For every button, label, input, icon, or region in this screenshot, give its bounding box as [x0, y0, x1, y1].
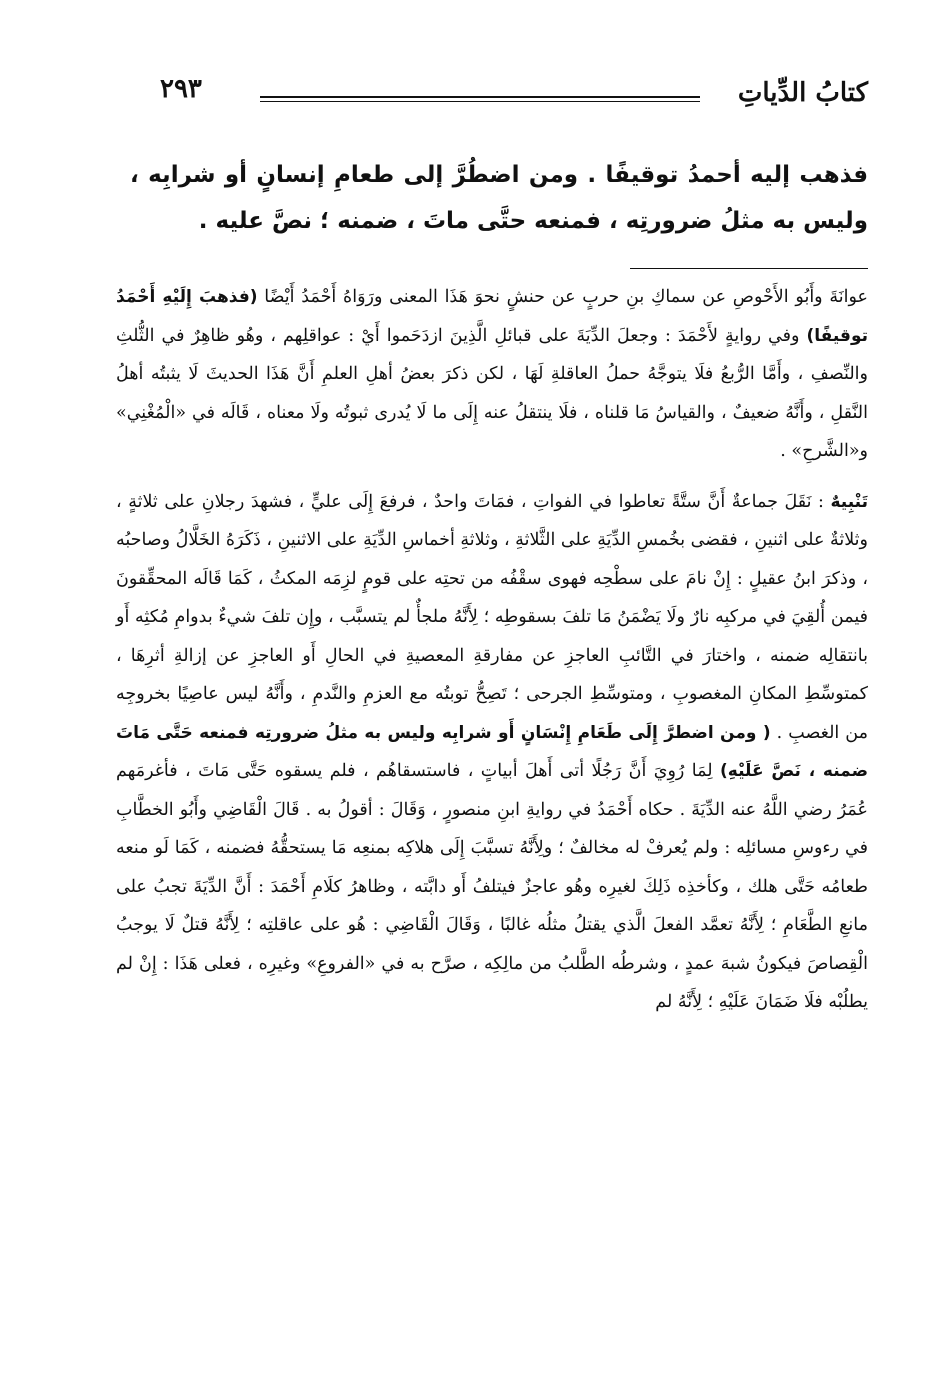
matn-text: فذهب إليه أحمدُ توقيفًا . ومن اضطُرَّ إلى طعامِ إنسانٍ أو شرابِه ، وليس به مثلُ ضرورتِه ، فمنعه حتَّى ماتَ ، ضمنه ؛ نصَّ عليه .	[130, 162, 868, 234]
sharh-paragraph	[116, 278, 868, 471]
commentary-segment: لِمَا رُوِيَ أَنَّ رَجُلًا أتى أَهلَ أبياتٍ ، فاستسقاهُم ، فلم يسقوه حَتَّى مَاتَ ، فأغرمَهم عُمَرُ رضي اللَّهُ عنه الدِّيَةَ . حكاه أَحْمَدُ في روايةِ ابنِ منصورٍ ، وَقَالَ : أقولُ به . قَالَ الْقَاضِي وأَبُو الخطَّابِ في رءوسِ مسائلِه : ولم يُعرفْ له مخالفٌ ؛ ولِأَنَّهُ تسبَّبَ إِلَى هلاكِه بمنعِه مَا يستحقُّهُ فضمنه ، كَمَا لَو منعه طعامُه حَتَّى هلك ، وكأخذِه ذَلِكَ لغيرِه وهُو عاجزٌ فيتلفُ أَو دابَّته ، وظاهرُ كلَامِ أَحْمَدَ : أَنَّ الدِّيَةَ تجبُ على مانعِ الطَّعَامِ ؛ لِأَنَّهُ تعمَّد الفعلَ الَّذي يقتلُ مثلُه غالبًا ، وَقَالَ الْقَاضِي : هُو على عاقلتِه ؛ لِأَنَّهُ قتلٌ لَا يوجبُ الْقِصاصَ فيكونُ شبهَ عمدٍ ، وشرطُه الطَّلبُ من مالِكِه ، صرَّح به في «الفروعِ» وغيرِه ، فعلى هَذَا : إِنْ لم يطلُبْه فلَا ضَمَانَ عَلَيْهِ ؛ لِأَنَّهُ لم	[116, 761, 868, 1012]
commentary-segment: : نَقَلَ جماعةٌ أَنَّ ستَّةً تعاطوا في الفواتِ ، فمَاتَ واحدٌ ، فرفعَ إِلَى عليٍّ ، فشهدَ رجلانِ على ثلاثةٍ ، وثلاثةٌ على اثنينِ ، فقضى بخُمسِ الدِّيَةِ على الثَّلاثةِ ، وثلاثةِ أخماسِ الدِّيَةِ على الاثنينِ ، ذَكَرَهُ الخَلَّالُ وصاحبُه ، وذكرَ ابنُ عقيلٍ : إِنْ نامَ على سطْحِه فهوى سقْفُه من تحتِه على قومٍ لزِمَه المكثُ ، كَمَا قَالَه المحقِّقونَ فيمن أُلقِيَ في مركبِه نارٌ ولَا يَضْمَنُ مَا تلفَ بسقوطِه ؛ لِأَنَّهُ ملجأٌ لم يتسبَّب ، وإِن تلفَ شيءٌ بدوامِ مُكثِه أَو بانتقالِه ضمنه ، واختارَ في التَّائبِ العاجزِ عن مفارقةِ المعصيةِ في الحالِ أَو العاجزِ عن إزالةِ أثرِهَا ، كمتوسِّطِ المكانِ المغصوبِ ، ومتوسِّطِ الجرحى ؛ تَصِحُّ توبتُه مع العزمِ والنَّدمِ ، وأَنَّهُ ليس عاصِيًا بخروجِه من الغصبِ .	[115, 491, 868, 743]
quoted-matn-segment: ( ومن اضطرَّ إِلَى طَعَامِ إِنْسَانٍ أَو شرابِه وليس به مثلُ ضرورتِه فمنعه حَتَّى مَاتَ ضمنه ، نَصَّ عَلَيْهِ)	[116, 722, 869, 781]
separator-rule	[630, 268, 868, 269]
header-rule	[260, 96, 700, 102]
sharh-commentary	[116, 278, 868, 1022]
page-header	[160, 66, 868, 116]
page-number: ٢٩٣	[160, 74, 202, 104]
commentary-segment: عوانَةَ وأَبُو الأَحْوصِ عن سماكِ بنِ حربٍ عن حنشٍ نحوَ هَذَا المعنى ورَوَاهُ أَحْمَدُ أَيْضًا	[257, 287, 868, 307]
running-title: كتابُ الدِّياتِ	[737, 78, 868, 108]
quoted-matn-segment: (فذهبَ إِلَيْهِ أَحْمَدُ توقيفًا)	[116, 287, 868, 346]
commentary-segment: وفي روايةٍ لأَحْمَدَ : وجعلَ الدِّيَةَ على قبائلِ الَّذِينَ ازدَحَموا أَيْ : عواقلِهم ، وهُو ظاهِرٌ في الثُّلثِ والنِّصفِ ، وأَمَّا الرُّبعُ فلَا يتوجَّهُ حملُ العاقلةِ لَهَا ، لكن ذكرَ بعضُ أهلِ العلمِ أَنَّ هَذَا الحديثَ لَا يثبتُه أهلُ النَّقلِ ، وأَنَّهُ ضعيفٌ ، والقياسُ مَا قلناه ، فلَا ينتقلُ عنه إِلَى ما لَا يُدرى ثبوتُه ولَا معناه ، قَالَه في «الْمُغْنِي» و«الشَّرحِ» .	[116, 325, 868, 461]
quoted-matn-segment: تَنْبِيهٌ	[830, 491, 868, 512]
sharh-paragraph	[116, 483, 868, 1022]
